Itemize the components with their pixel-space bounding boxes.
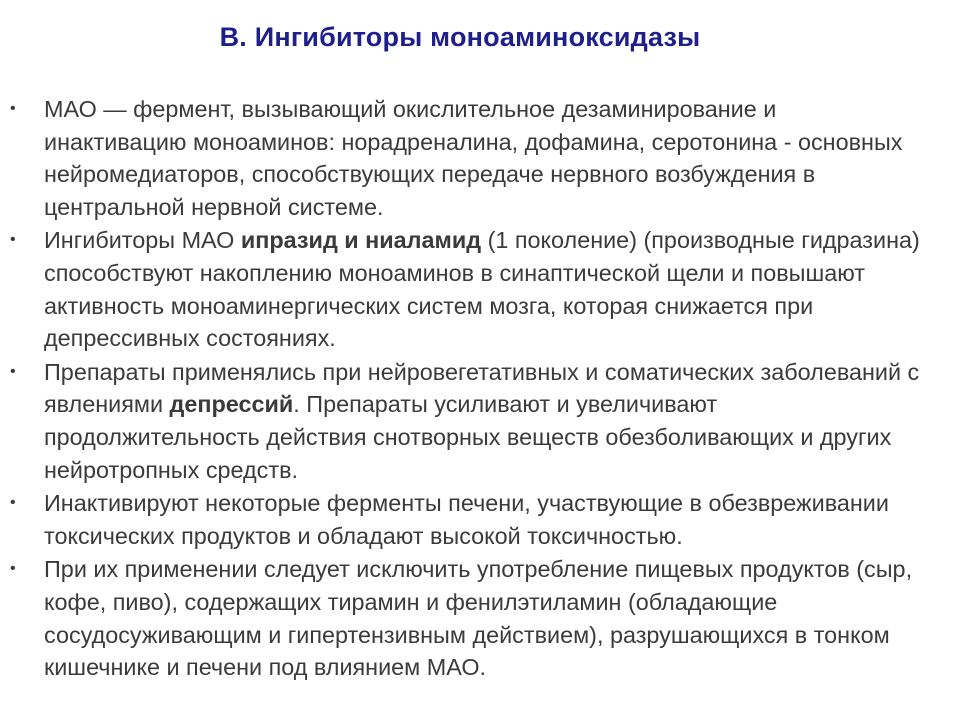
bullet-bold-text: депрессий (169, 391, 294, 418)
slide-title: В. Ингибиторы моноаминоксидазы (219, 22, 701, 52)
bullet-dot-icon: • (10, 560, 16, 578)
bullet-text: Ингибиторы МАО (44, 227, 241, 254)
bullet-dot-icon: • (10, 231, 16, 249)
bullet-text: Препараты применялись при нейровегетативных и соматических заболеваний с явлениями (44, 358, 920, 418)
bullet-dot-icon: • (10, 494, 16, 512)
bullet-item-4 (0, 487, 960, 552)
bullet-text: Инактивируют некоторые ферменты печени, участвующие в обезвреживании токсических продуктов и обладают высокой токсичностью. (44, 490, 889, 549)
bullet-dot-icon: • (10, 362, 16, 380)
bullet-list (0, 93, 960, 684)
bullet-item-2 (0, 224, 960, 354)
bullet-item-3 (0, 356, 960, 486)
bullet-item-5 (0, 553, 960, 683)
bullet-text: При их применении следует исключить употребление пищевых продуктов (сыр, кофе, пиво), содержащих тирамин и фенилэтиламин (обладающие сосудосуживающим и гипертензивным действием), разрушающихся в тонком кишечнике и печени под влиянием МАО. (44, 556, 913, 681)
bullet-bold-text: ипразид и ниаламид (240, 227, 482, 254)
bullet-dot-icon: • (10, 100, 16, 117)
bullet-text: (1 поколение) (производные гидразина) способствуют накоплению моноаминов в синаптической щели и повышают активность моноаминергических систем мозга, которая снижается при депрессивных состояниях. (44, 227, 920, 352)
bullet-item-1 (0, 93, 960, 223)
bullet-text: . Препараты усиливают и увеличивают продолжительность действия снотворных веществ обезболивающих и других нейротропных средств. (44, 391, 892, 483)
bullet-text: МАО — фермент, вызывающий окислительное дезаминирование и инактивацию моноаминов: норадреналина, дофамина, серотонина - основных нейромедиаторов, способствующих передаче нервного возбуждения в центральной нервной системе. (44, 96, 903, 220)
